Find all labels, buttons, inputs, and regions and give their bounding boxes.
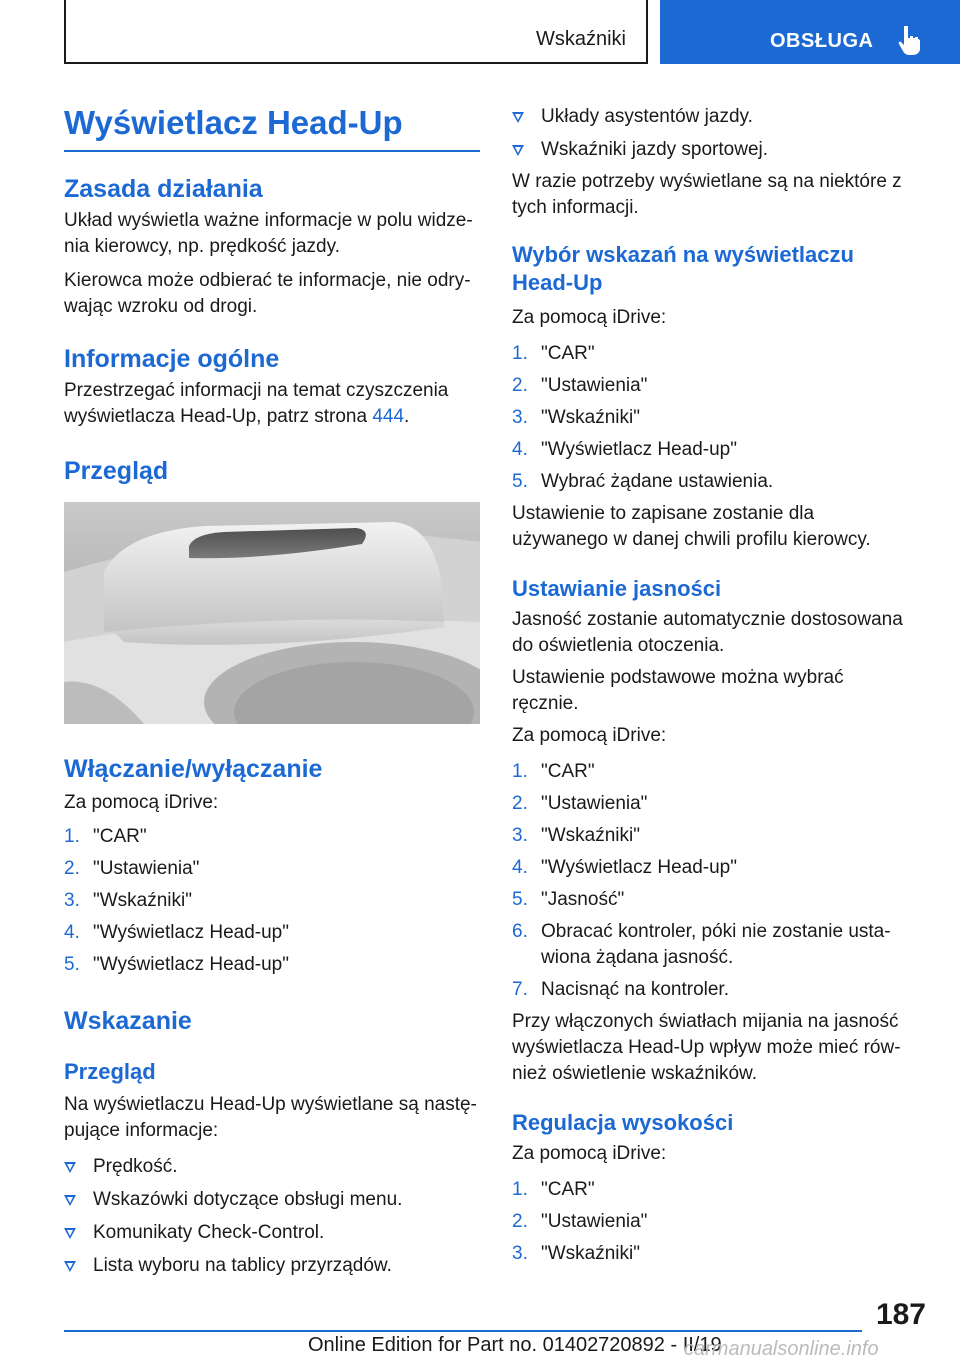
bullet-text: Układy asystentów jazdy. [541,106,753,127]
triangle-bullet-icon [64,1261,76,1272]
list-item [512,1241,912,1267]
right-column [512,104,912,1267]
step-text: Nacisnąć na kontroler. [541,979,729,1000]
list-item [512,341,912,367]
chapter-tab-label: OBSŁUGA [770,30,874,52]
paragraph-wybor: Za pomocą iDrive: [512,307,667,328]
heading-regulacja: Regulacja wysokości [512,1110,734,1135]
list-item [64,920,480,946]
bullet-text: Komunikaty Check-Control. [93,1222,325,1243]
step-number: 3. [512,1243,528,1264]
list-item [64,856,480,882]
step-text: "CAR" [93,826,147,847]
step-number: 1. [512,761,528,782]
bullets-left [64,1154,480,1279]
paragraph-informacje-end: . [404,406,410,427]
step-text: "Wyświetlacz Head-up" [93,922,289,943]
step-number: 5. [64,954,80,975]
step-text: "Jasność" [541,889,625,910]
section-title: Wskaźniki [535,28,626,50]
watermark-text: carmanualsonline.info [684,1338,879,1360]
triangle-bullet-icon [64,1195,76,1206]
step-number: 2. [64,858,80,879]
list-item [512,469,912,495]
heading-wlaczanie: Włączanie/wyłączanie [64,755,323,783]
step-text: "Ustawienia" [541,793,648,814]
step-text: Wybrać żądane ustawienia. [541,471,774,492]
step-number: 4. [512,439,528,460]
list-item [512,791,912,817]
pointing-hand-icon [898,24,922,56]
list-item [512,104,912,130]
triangle-bullet-icon [64,1162,76,1173]
paragraph-informacje-text: Przestrzegać informacji na temat czyszczenia wyświetlacza Head-Up, patrz strona [64,380,449,427]
list-item [512,759,912,785]
page-number: 187 [875,1298,926,1331]
paragraph-zasada-1: Układ wyświetla ważne informacje w polu widze- nia kierowcy, np. prędkość jazdy. [64,210,473,257]
steps-regulacja [512,1177,912,1267]
left-column [64,100,480,1279]
step-text: Obracać kontroler, póki nie zostanie usta- wiona żądana jasność. [541,921,891,968]
step-number: 2. [512,375,528,396]
heading-jasnosc: Ustawianie jasności [512,576,722,601]
heading-zasada: Zasada działania [64,175,263,203]
list-item [64,1253,480,1279]
list-item [512,977,912,1003]
paragraph-informacje [64,378,480,430]
list-item [512,405,912,431]
step-text: "Ustawienia" [541,1211,648,1232]
list-item [512,137,912,163]
step-number: 3. [512,825,528,846]
step-text: "Wyświetlacz Head-up" [541,439,737,460]
list-item [512,373,912,399]
list-item [512,1177,912,1203]
bullet-text: Lista wyboru na tablicy przyrządów. [93,1255,392,1276]
bullet-text: Prędkość. [93,1156,178,1177]
step-number: 1. [512,343,528,364]
step-text: "CAR" [541,761,595,782]
step-text: "Wyświetlacz Head-up" [541,857,737,878]
header-section-box [64,0,648,64]
triangle-bullet-icon [512,145,524,156]
chapter-tab[interactable] [660,0,960,64]
triangle-bullet-icon [512,112,524,123]
step-text: "Wyświetlacz Head-up" [93,954,289,975]
page-title: Wyświetlacz Head-Up [64,100,480,152]
step-text: "Ustawienia" [93,858,200,879]
list-item [64,1154,480,1180]
paragraph-wlaczanie: Za pomocą iDrive: [64,792,219,813]
paragraph-jasnosc-1: Jasność zostanie automatycznie dostosowana do oświetlenia otoczenia. [512,609,903,656]
heading-przeglad: Przegląd [64,457,169,485]
step-text: "Wskaźniki" [541,1243,640,1264]
heading-wybor: Wybór wskazań na wyświetlaczu Head-Up [512,242,854,295]
bullets-right [512,104,912,163]
list-item [512,823,912,849]
head-up-display-photo [64,502,480,724]
step-text: "CAR" [541,1179,595,1200]
paragraph-razie: W razie potrzeby wyświetlane są na niektóre z tych informacji. [512,171,902,218]
heading-przeglad-2: Przegląd [64,1059,156,1084]
list-item [64,952,480,978]
step-text: "Wskaźniki" [541,407,640,428]
step-text: "Wskaźniki" [93,890,192,911]
paragraph-wybor-2: Ustawienie to zapisane zostanie dla używanego w danej chwili profilu kierowcy. [512,503,871,550]
list-item [64,888,480,914]
list-item [64,824,480,850]
list-item [512,887,912,913]
list-item [512,437,912,463]
paragraph-jasnosc-4: Przy włączonych światłach mijania na jasność wyświetlacza Head-Up wpływ może mieć rów- nież oświetlenie wskaźników. [512,1011,901,1084]
triangle-bullet-icon [64,1228,76,1239]
step-number: 3. [64,890,80,911]
page-link-444[interactable]: 444 [372,406,405,427]
paragraph-regulacja: Za pomocą iDrive: [512,1143,667,1164]
step-text: "Ustawienia" [541,375,648,396]
step-number: 3. [512,407,528,428]
step-number: 5. [512,471,528,492]
paragraph-zasada-2: Kierowca może odbierać te informacje, nie odry- wając wzroku od drogi. [64,270,471,317]
step-text: "Wskaźniki" [541,825,640,846]
footer-edition: Online Edition for Part no. 01402720892 - II/19 [308,1334,722,1356]
steps-wybor [512,341,912,495]
step-number: 4. [64,922,80,943]
paragraph-jasnosc-2: Ustawienie podstawowe można wybrać ręcznie. [512,667,844,714]
steps-jasnosc [512,759,912,1003]
step-text: "CAR" [541,343,595,364]
heading-wskazanie: Wskazanie [64,1007,192,1035]
bullet-text: Wskaźniki jazdy sportowej. [541,139,769,160]
list-item [512,919,912,971]
paragraph-jasnosc-3: Za pomocą iDrive: [512,725,667,746]
step-number: 7. [512,979,528,1000]
list-item [512,855,912,881]
step-number: 5. [512,889,528,910]
step-number: 1. [512,1179,528,1200]
list-item [64,1220,480,1246]
list-item [64,1187,480,1213]
step-number: 2. [512,793,528,814]
heading-informacje: Informacje ogólne [64,345,280,373]
step-number: 1. [64,826,80,847]
list-item [512,1209,912,1235]
step-number: 6. [512,921,528,942]
paragraph-przeglad-2: Na wyświetlaczu Head-Up wyświetlane są nastę- pujące informacje: [64,1094,477,1141]
footer-divider [64,1330,862,1332]
steps-wlaczanie [64,824,480,978]
step-number: 4. [512,857,528,878]
step-number: 2. [512,1211,528,1232]
bullet-text: Wskazówki dotyczące obsługi menu. [93,1189,403,1210]
